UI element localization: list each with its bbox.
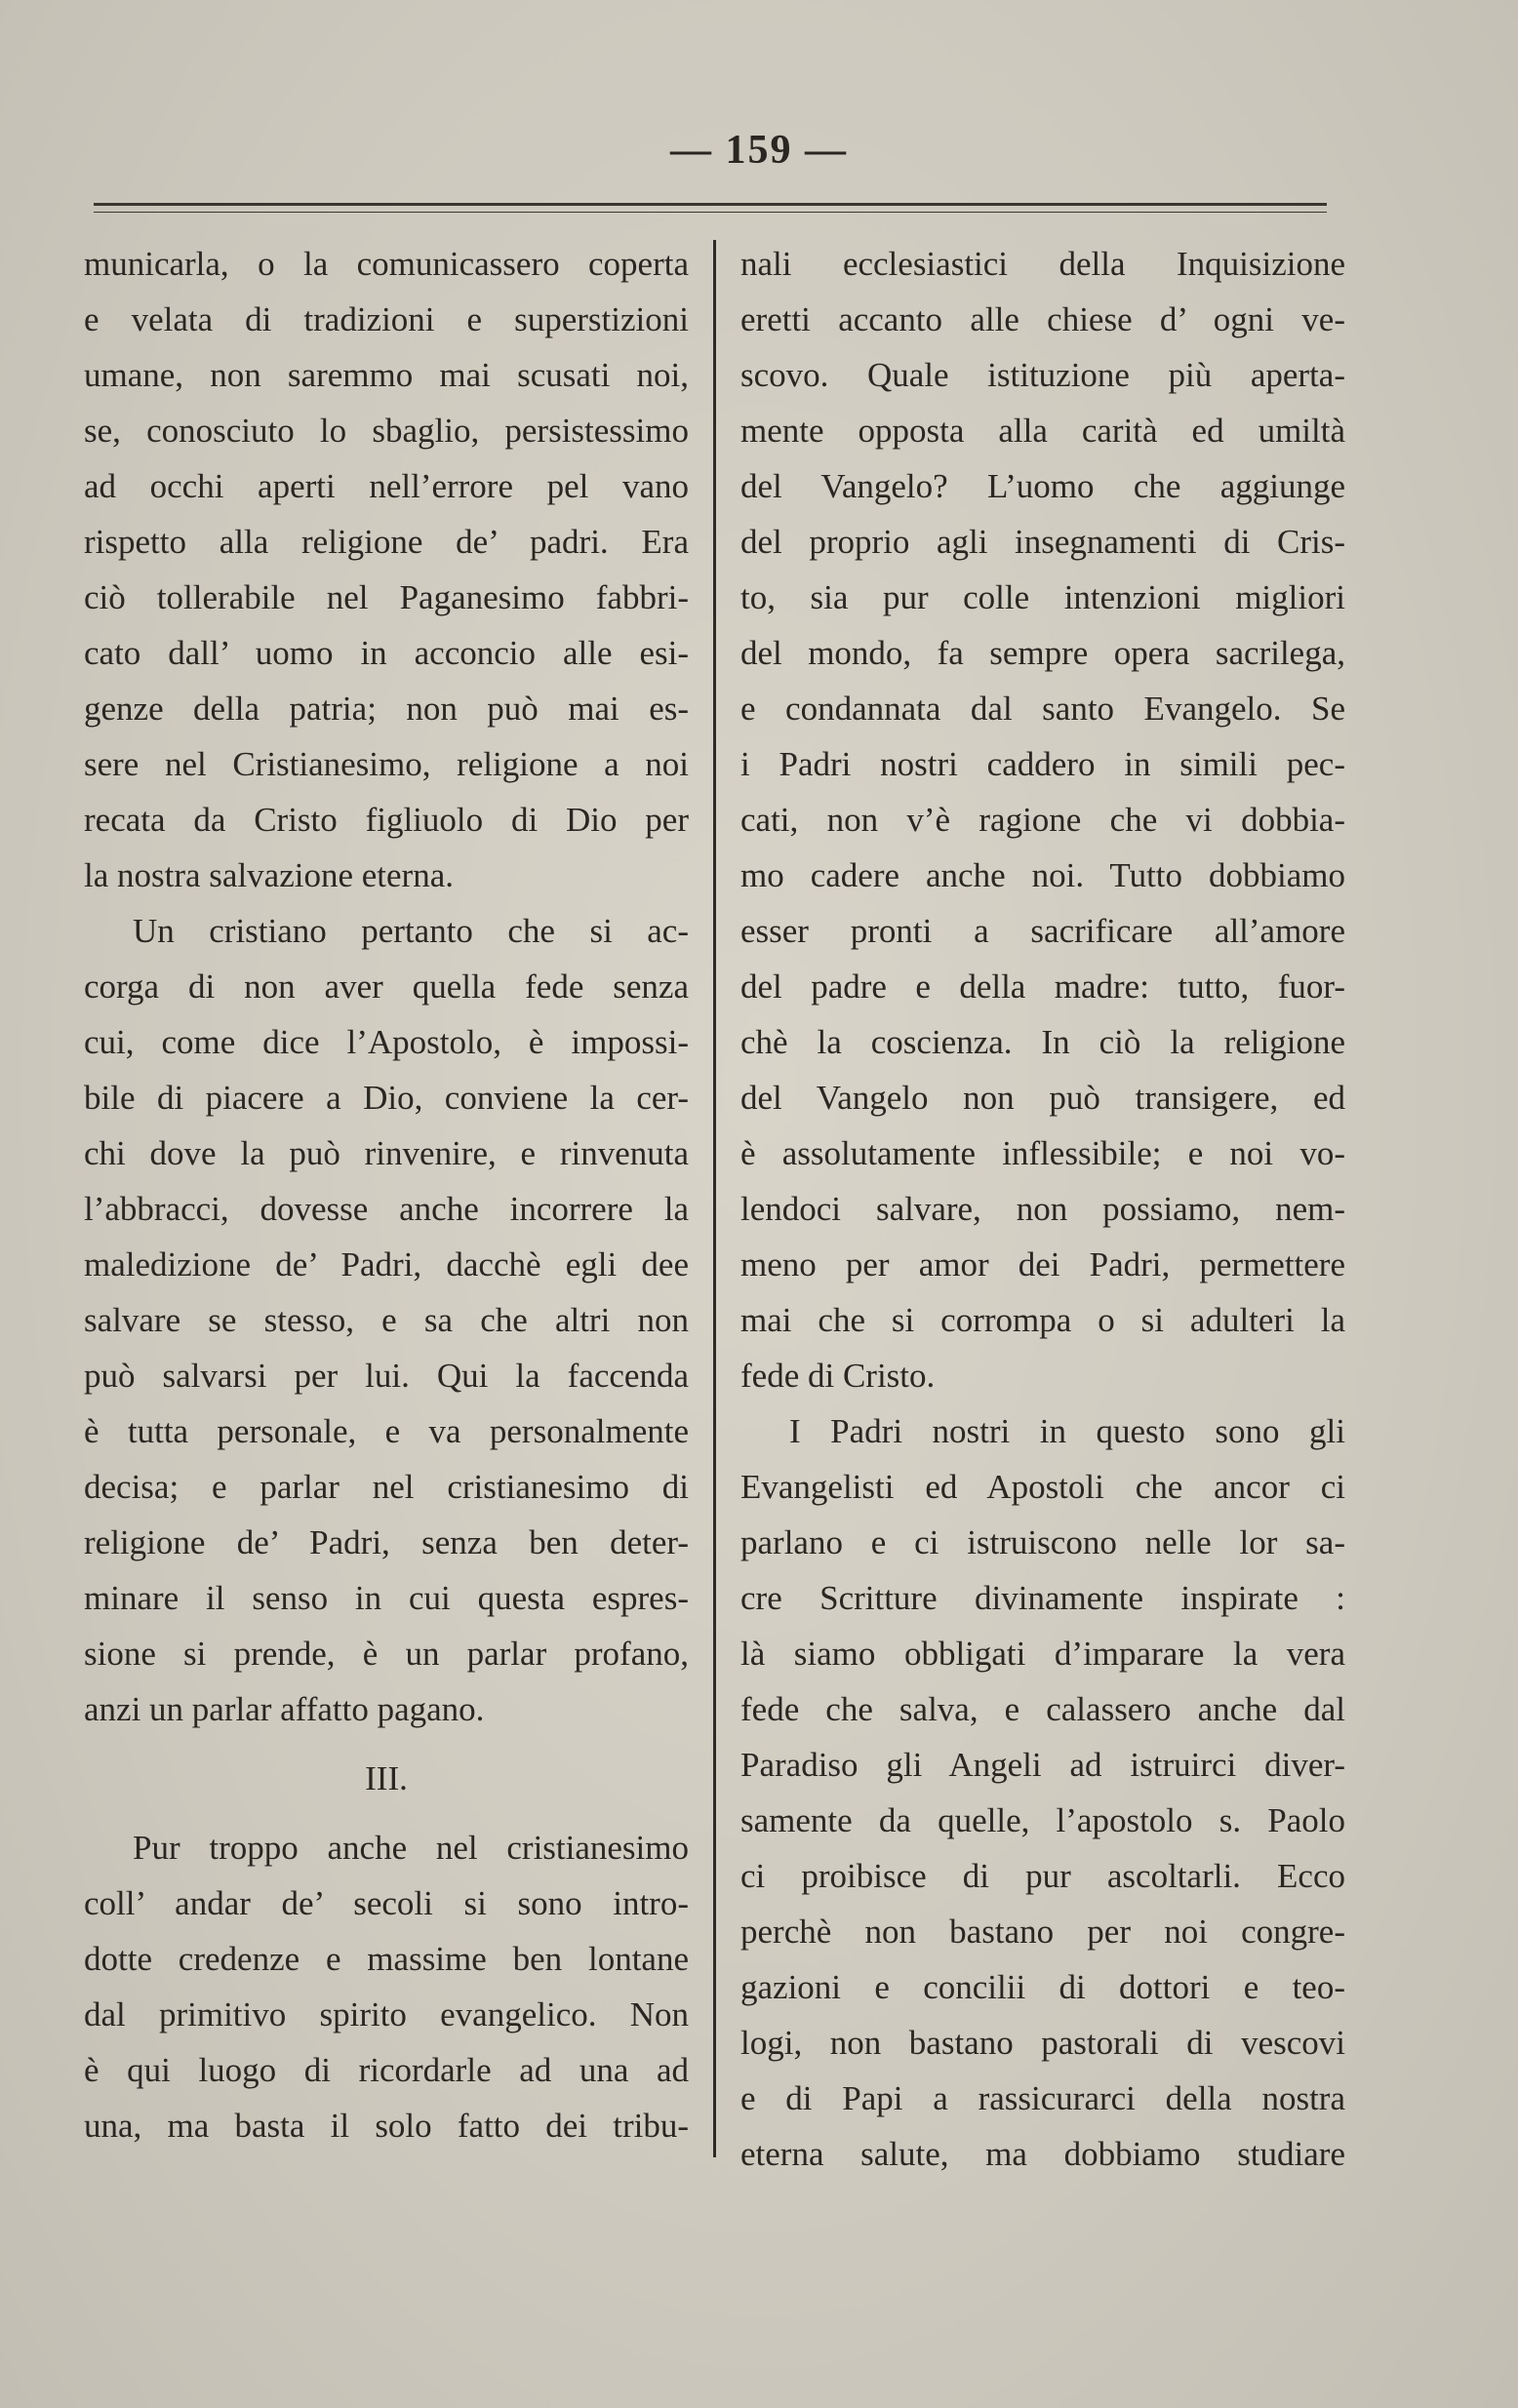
column-divider xyxy=(713,240,716,2157)
text-line: maledizione de’ Padri, dacchè egli dee xyxy=(84,1245,689,1283)
text-line: sere nel Cristianesimo, religione a noi xyxy=(84,745,689,783)
text-line: cre Scritture divinamente inspirate : xyxy=(740,1579,1345,1617)
text-line: là siamo obbligati d’imparare la vera xyxy=(740,1635,1345,1673)
text-line: ciò tollerabile nel Paganesimo fabbri- xyxy=(84,578,689,616)
text-line: mai che si corrompa o si adulteri la xyxy=(740,1301,1345,1339)
text-line: fede che salva, e calassero anche dal xyxy=(740,1690,1345,1728)
text-line: meno per amor dei Padri, permettere xyxy=(740,1245,1345,1283)
text-line: è assolutamente inflessibile; e noi vo- xyxy=(740,1134,1345,1172)
text-line: nali ecclesiastici della Inquisizione xyxy=(740,245,1345,283)
text-line: scovo. Quale istituzione più aperta- xyxy=(740,356,1345,394)
text-line: l’abbracci, dovesse anche incorrere la xyxy=(84,1190,689,1228)
text-line: cui, come dice l’Apostolo, è impossi- xyxy=(84,1023,689,1061)
text-line: Pur troppo anche nel cristianesimo xyxy=(133,1829,689,1867)
text-line: è qui luogo di ricordarle ad una ad xyxy=(84,2051,689,2089)
text-line: logi, non bastano pastorali di vescovi xyxy=(740,2024,1345,2062)
text-line: se, conosciuto lo sbaglio, persistessimo xyxy=(84,412,689,450)
text-line: municarla, o la comunicassero coperta xyxy=(84,245,689,283)
right-column xyxy=(740,236,1345,2182)
text-line: Evangelisti ed Apostoli che ancor ci xyxy=(740,1468,1345,1506)
text-line: coll’ andar de’ secoli si sono intro- xyxy=(84,1884,689,1922)
text-line: umane, non saremmo mai scusati noi, xyxy=(84,356,689,394)
text-line: del Vangelo non può transigere, ed xyxy=(740,1079,1345,1117)
header-rule xyxy=(94,203,1327,213)
text-line: I Padri nostri in questo sono gli xyxy=(789,1412,1345,1450)
text-line: Paradiso gli Angeli ad istruirci diver- xyxy=(740,1746,1345,1784)
text-line: recata da Cristo figliuolo di Dio per xyxy=(84,801,689,839)
text-line: può salvarsi per lui. Qui la faccenda xyxy=(84,1357,689,1395)
text-line: chi dove la può rinvenire, e rinvenuta xyxy=(84,1134,689,1172)
section-heading: III. xyxy=(365,1759,408,1797)
text-line: esser pronti a sacrificare all’amore xyxy=(740,912,1345,950)
text-line: Un cristiano pertanto che si ac- xyxy=(133,912,689,950)
text-line: cato dall’ uomo in acconcio alle esi- xyxy=(84,634,689,672)
text-line: salvare se stesso, e sa che altri non xyxy=(84,1301,689,1339)
text-line: perchè non bastano per noi congre- xyxy=(740,1913,1345,1951)
text-line: cati, non v’è ragione che vi dobbia- xyxy=(740,801,1345,839)
text-line: anzi un parlar affatto pagano. xyxy=(84,1690,485,1728)
text-line: e velata di tradizioni e superstizioni xyxy=(84,300,689,338)
text-line: corga di non aver quella fede senza xyxy=(84,967,689,1006)
text-line: samente da quelle, l’apostolo s. Paolo xyxy=(740,1801,1345,1839)
text-line: fede di Cristo. xyxy=(740,1357,936,1395)
text-line: del proprio agli insegnamenti di Cris- xyxy=(740,523,1345,561)
text-line: dal primitivo spirito evangelico. Non xyxy=(84,1995,689,2033)
text-line: e condannata dal santo Evangelo. Se xyxy=(740,690,1345,728)
text-line: religione de’ Padri, senza ben deter- xyxy=(84,1523,689,1561)
text-line: è tutta personale, e va personalmente xyxy=(84,1412,689,1450)
text-line: bile di piacere a Dio, conviene la cer- xyxy=(84,1079,689,1117)
text-line: chè la coscienza. In ciò la religione xyxy=(740,1023,1345,1061)
text-line: del Vangelo? L’uomo che aggiunge xyxy=(740,467,1345,505)
text-line: minare il senso in cui questa espres- xyxy=(84,1579,689,1617)
left-column xyxy=(84,236,689,2153)
text-line: genze della patria; non può mai es- xyxy=(84,690,689,728)
page-number: — 159 — xyxy=(670,128,848,173)
text-line: ad occhi aperti nell’errore pel vano xyxy=(84,467,689,505)
text-line: parlano e ci istruiscono nelle lor sa- xyxy=(740,1523,1345,1561)
text-line: una, ma basta il solo fatto dei tribu- xyxy=(84,2107,689,2145)
text-line: dotte credenze e massime ben lontane xyxy=(84,1940,689,1978)
text-line: del mondo, fa sempre opera sacrilega, xyxy=(740,634,1345,672)
text-line: del padre e della madre: tutto, fuor- xyxy=(740,967,1345,1006)
text-line: lendoci salvare, non possiamo, nem- xyxy=(740,1190,1345,1228)
text-line: sione si prende, è un parlar profano, xyxy=(84,1635,689,1673)
text-line: i Padri nostri caddero in simili pec- xyxy=(740,745,1345,783)
text-line: e di Papi a rassicurarci della nostra xyxy=(740,2079,1345,2117)
text-line: to, sia pur colle intenzioni migliori xyxy=(740,578,1345,616)
text-line: eretti accanto alle chiese d’ ogni ve- xyxy=(740,300,1345,338)
text-line: la nostra salvazione eterna. xyxy=(84,856,454,894)
text-line: mo cadere anche noi. Tutto dobbiamo xyxy=(740,856,1345,894)
text-line: eterna salute, ma dobbiamo studiare xyxy=(740,2135,1345,2173)
text-line: gazioni e concilii di dottori e teo- xyxy=(740,1968,1345,2006)
text-line: rispetto alla religione de’ padri. Era xyxy=(84,523,689,561)
text-line: mente opposta alla carità ed umiltà xyxy=(740,412,1345,450)
text-line: decisa; e parlar nel cristianesimo di xyxy=(84,1468,689,1506)
text-line: ci proibisce di pur ascoltarli. Ecco xyxy=(740,1857,1345,1895)
